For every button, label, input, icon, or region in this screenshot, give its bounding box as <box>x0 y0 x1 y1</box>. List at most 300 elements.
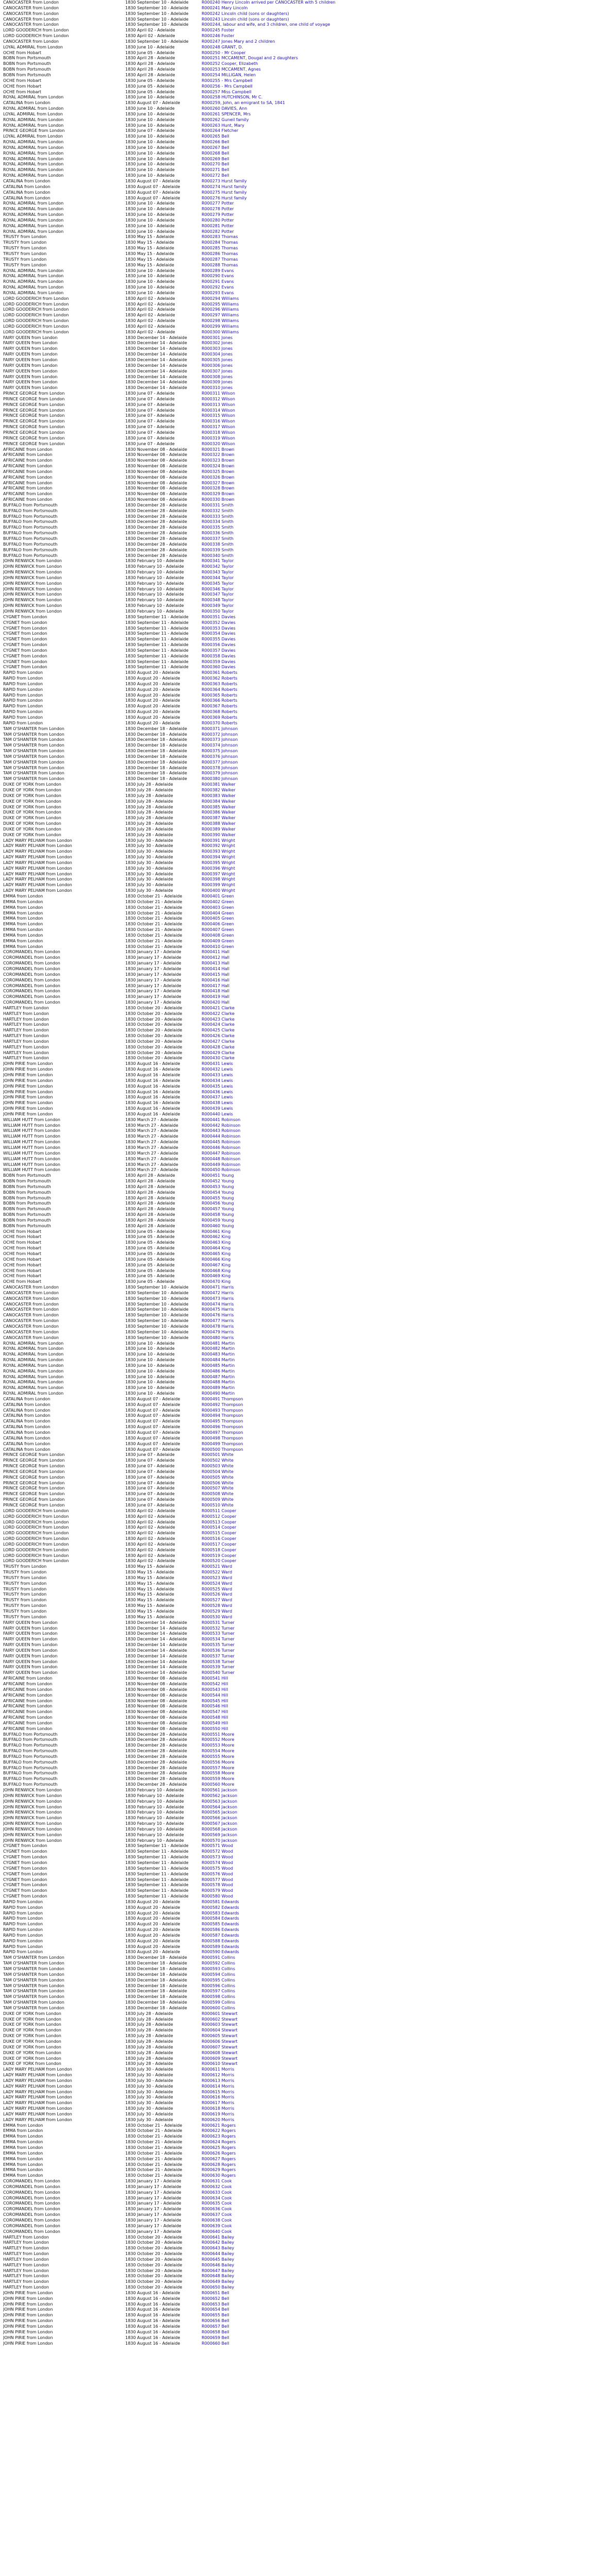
record-link[interactable]: R000625 Rogers <box>202 2145 236 2150</box>
record-link[interactable]: R000571 Wood <box>202 1843 233 1849</box>
record-link[interactable]: R000330 Brown <box>202 497 235 502</box>
record-link[interactable]: R000385 Walker <box>202 804 236 809</box>
record-link[interactable]: R000264 Fletcher <box>202 128 239 133</box>
record-link[interactable]: R000446 Robinson <box>202 1145 241 1150</box>
record-link[interactable]: R000273 Hurst family <box>202 179 247 183</box>
record-link[interactable]: R000324 Brown <box>202 464 235 469</box>
record-link[interactable]: R000569 Jackson <box>202 1832 238 1837</box>
record-link[interactable]: R000506 White <box>202 1480 234 1485</box>
record-link[interactable]: R000274 Hurst family <box>202 184 247 189</box>
record-link[interactable]: R000372 Johnson <box>202 732 238 737</box>
record-link[interactable]: R000540 Turner <box>202 1670 235 1675</box>
record-link[interactable]: R000500 Thompson <box>202 1447 243 1452</box>
record-link[interactable]: R000590 Edwards <box>202 1950 239 1955</box>
record-link[interactable]: R000252 Cooper, Elizabeth <box>202 61 258 66</box>
record-link[interactable]: R000604 Stewart <box>202 2028 238 2033</box>
record-link[interactable]: R000633 Cook <box>202 2190 232 2195</box>
record-link[interactable]: R000277 Potter <box>202 201 234 206</box>
record-link[interactable]: R000316 Wilson <box>202 419 235 424</box>
record-link[interactable]: R000602 Stewart <box>202 2016 238 2022</box>
record-link[interactable]: R000472 Harris <box>202 1290 234 1295</box>
record-link[interactable]: R000443 Robinson <box>202 1128 241 1133</box>
record-link[interactable]: R000426 Clarke <box>202 1033 235 1039</box>
record-link[interactable]: R000435 Lewis <box>202 1083 233 1089</box>
record-link[interactable]: R000507 White <box>202 1486 234 1491</box>
record-link[interactable]: R000459 Young <box>202 1217 234 1223</box>
record-link[interactable]: R000531 Turner <box>202 1620 235 1625</box>
record-link[interactable]: R000354 Davies <box>202 631 236 636</box>
record-link[interactable]: R000618 Morris <box>202 2106 235 2111</box>
record-link[interactable]: R000653 Bell <box>202 2301 229 2307</box>
record-link[interactable]: R000523 Ward <box>202 1575 233 1580</box>
record-link[interactable]: R000468 King <box>202 1268 231 1273</box>
record-link[interactable]: R000321 Brown <box>202 447 235 452</box>
record-link[interactable]: R000318 Wilson <box>202 430 235 435</box>
record-link[interactable]: R000334 Smith <box>202 519 234 524</box>
record-link[interactable]: R000430 Clarke <box>202 1056 235 1061</box>
record-link[interactable]: R000431 Lewis <box>202 1061 233 1066</box>
record-link[interactable]: R000302 Jones <box>202 341 233 346</box>
record-link[interactable]: R000265 Bell <box>202 134 229 139</box>
record-link[interactable]: R000331 Smith <box>202 502 234 507</box>
record-link[interactable]: R000345 Taylor <box>202 581 234 586</box>
record-link[interactable]: R000550 Hill <box>202 1726 228 1731</box>
record-link[interactable]: R000332 Smith <box>202 508 234 513</box>
record-link[interactable]: R000263 Hunt, Mary <box>202 123 244 128</box>
record-link[interactable]: R000528 Ward <box>202 1603 233 1608</box>
record-link[interactable]: R000369 Roberts <box>202 715 238 720</box>
record-link[interactable]: R000293 Evans <box>202 290 234 295</box>
record-link[interactable]: R000552 Moore <box>202 1737 235 1742</box>
record-link[interactable]: R000298 Williams <box>202 318 239 324</box>
record-link[interactable]: R000493 Thompson <box>202 1408 243 1413</box>
record-link[interactable]: R000339 Smith <box>202 547 234 552</box>
record-link[interactable]: R000314 Wilson <box>202 408 235 413</box>
record-link[interactable]: R000246 Foster <box>202 33 235 39</box>
record-link[interactable]: R000445 Robinson <box>202 1140 241 1145</box>
record-link[interactable]: R000333 Smith <box>202 514 234 519</box>
record-link[interactable]: R000636 Cook <box>202 2207 232 2212</box>
record-link[interactable]: R000343 Taylor <box>202 570 234 575</box>
record-link[interactable]: R000591 Collins <box>202 1955 236 1960</box>
record-link[interactable]: R000623 Rogers <box>202 2134 236 2139</box>
record-link[interactable]: R000630 Rogers <box>202 2173 236 2178</box>
record-link[interactable]: R000411 Hall <box>202 950 230 955</box>
record-link[interactable]: R000624 Rogers <box>202 2140 236 2145</box>
record-link[interactable]: R000466 King <box>202 1257 231 1262</box>
record-link[interactable]: R000628 Rogers <box>202 2162 236 2167</box>
record-link[interactable]: R000576 Wood <box>202 1871 233 1876</box>
record-link[interactable]: R000582 Edwards <box>202 1905 239 1910</box>
record-link[interactable]: R000421 Clarke <box>202 1005 235 1010</box>
record-link[interactable]: R000580 Wood <box>202 1894 233 1899</box>
record-link[interactable]: R000612 Morris <box>202 2073 235 2078</box>
record-link[interactable]: R000480 Harris <box>202 1335 234 1340</box>
record-link[interactable]: R000496 Thompson <box>202 1425 243 1430</box>
record-link[interactable]: R000647 Bailey <box>202 2268 235 2273</box>
record-link[interactable]: R000478 Harris <box>202 1324 234 1329</box>
record-link[interactable]: R000240 Henry Lincoln arrived per CANOCASTER with 5 children <box>202 0 336 5</box>
record-link[interactable]: R000349 Taylor <box>202 603 234 608</box>
record-link[interactable]: R000567 Jackson <box>202 1821 238 1826</box>
record-link[interactable]: R000362 Roberts <box>202 676 238 681</box>
record-link[interactable]: R000626 Rogers <box>202 2150 236 2156</box>
record-link[interactable]: R000549 Hill <box>202 1720 228 1725</box>
record-link[interactable]: R000556 Moore <box>202 1759 235 1765</box>
record-link[interactable]: R000250 - Mr Cooper <box>202 50 246 55</box>
record-link[interactable]: R000600 Collins <box>202 2005 236 2010</box>
record-link[interactable]: R000383 Walker <box>202 793 236 798</box>
record-link[interactable]: R000338 Smith <box>202 541 234 547</box>
record-link[interactable]: R000578 Wood <box>202 1883 233 1888</box>
record-link[interactable]: R000289 Evans <box>202 268 234 273</box>
record-link[interactable]: R000457 Young <box>202 1207 234 1212</box>
record-link[interactable]: R000271 Bell <box>202 167 229 173</box>
record-link[interactable]: R000407 Green <box>202 927 234 933</box>
record-link[interactable]: R000292 Evans <box>202 285 234 290</box>
record-link[interactable]: R000510 White <box>202 1502 234 1507</box>
record-link[interactable]: R000475 Harris <box>202 1307 234 1312</box>
record-link[interactable]: R000611 Morris <box>202 2067 235 2072</box>
record-link[interactable]: R000458 Young <box>202 1212 234 1217</box>
record-link[interactable]: R000494 Thompson <box>202 1413 243 1418</box>
record-link[interactable]: R000615 Morris <box>202 2089 235 2094</box>
record-link[interactable]: R000276 Hurst family <box>202 195 247 200</box>
record-link[interactable]: R000606 Stewart <box>202 2039 238 2044</box>
record-link[interactable]: R000409 Green <box>202 938 234 943</box>
record-link[interactable]: R000503 White <box>202 1464 234 1469</box>
record-link[interactable]: R000627 Rogers <box>202 2156 236 2161</box>
record-link[interactable]: R000403 Green <box>202 905 234 910</box>
record-link[interactable]: R000499 Thompson <box>202 1441 243 1446</box>
record-link[interactable]: R000463 King <box>202 1240 231 1245</box>
record-link[interactable]: R000401 Green <box>202 894 234 899</box>
record-link[interactable]: R000280 Potter <box>202 217 234 223</box>
record-link[interactable]: R000464 King <box>202 1246 231 1251</box>
record-link[interactable]: R000577 Wood <box>202 1877 233 1882</box>
record-link[interactable]: R000259, John, an emigrant to SA, 1841 <box>202 100 285 106</box>
record-link[interactable]: R000357 Davies <box>202 648 236 653</box>
record-link[interactable]: R000391 Wright <box>202 838 235 843</box>
record-link[interactable]: R000358 Davies <box>202 653 236 658</box>
record-link[interactable]: R000348 Taylor <box>202 598 234 603</box>
record-link[interactable]: R000248 GRANT, D. <box>202 44 243 49</box>
record-link[interactable]: R000520 Cooper <box>202 1558 237 1564</box>
record-link[interactable]: R000594 Collins <box>202 1972 236 1977</box>
record-link[interactable]: R000515 Cooper <box>202 1531 237 1536</box>
record-link[interactable]: R000613 Morris <box>202 2078 235 2083</box>
record-link[interactable]: R000253 MCCAMENT, Agnes <box>202 67 261 72</box>
record-link[interactable]: R000413 Hall <box>202 961 230 966</box>
record-link[interactable]: R000283 Thomas <box>202 234 238 240</box>
record-link[interactable]: R000529 Ward <box>202 1609 233 1614</box>
record-link[interactable]: R000366 Roberts <box>202 698 238 703</box>
record-link[interactable]: R000424 Clarke <box>202 1022 235 1027</box>
record-link[interactable]: R000609 Stewart <box>202 2056 238 2061</box>
record-link[interactable]: R000410 Green <box>202 944 234 949</box>
record-link[interactable]: R000408 Green <box>202 933 234 938</box>
record-link[interactable]: R000278 Potter <box>202 207 234 212</box>
record-link[interactable]: R000444 Robinson <box>202 1134 241 1139</box>
record-link[interactable]: R000279 Potter <box>202 212 234 217</box>
record-link[interactable]: R000546 Hill <box>202 1704 228 1709</box>
record-link[interactable]: R000371 Johnson <box>202 726 238 731</box>
record-link[interactable]: R000651 Bell <box>202 2290 229 2295</box>
record-link[interactable]: R000370 Roberts <box>202 720 238 725</box>
record-link[interactable]: R000505 White <box>202 1475 234 1480</box>
record-link[interactable]: R000395 Wright <box>202 860 235 865</box>
record-link[interactable]: R000287 Thomas <box>202 257 238 262</box>
record-link[interactable]: R000297 Williams <box>202 313 239 318</box>
record-link[interactable]: R000557 Moore <box>202 1765 235 1770</box>
record-link[interactable]: R000422 Clarke <box>202 1011 235 1016</box>
record-link[interactable]: R000608 Stewart <box>202 2050 238 2055</box>
record-link[interactable]: R000275 Hurst family <box>202 190 247 195</box>
record-link[interactable]: R000537 Turner <box>202 1653 235 1658</box>
record-link[interactable]: R000361 Roberts <box>202 670 238 675</box>
record-link[interactable]: R000376 Johnson <box>202 754 238 759</box>
record-link[interactable]: R000388 Walker <box>202 821 236 826</box>
record-link[interactable]: R000508 White <box>202 1492 234 1497</box>
record-link[interactable]: R000462 King <box>202 1234 231 1240</box>
record-link[interactable]: R000561 Jackson <box>202 1788 238 1792</box>
record-link[interactable]: R000260 DAVIES, Ann <box>202 106 247 111</box>
record-link[interactable]: R000257 Miss Campbell <box>202 89 252 94</box>
record-link[interactable]: R000269 Bell <box>202 156 229 161</box>
record-link[interactable]: R000241 Mary Lincoln <box>202 5 248 10</box>
record-link[interactable]: R000437 Lewis <box>202 1095 233 1100</box>
record-link[interactable]: R000420 Hall <box>202 1000 230 1005</box>
record-link[interactable]: R000441 Robinson <box>202 1117 241 1122</box>
record-link[interactable]: R000288 Thomas <box>202 262 238 267</box>
record-link[interactable]: R000482 Martin <box>202 1346 235 1351</box>
record-link[interactable]: R000513 Cooper <box>202 1519 237 1524</box>
record-link[interactable]: R000603 Stewart <box>202 2022 238 2027</box>
record-link[interactable]: R000305 Jones <box>202 358 233 362</box>
record-link[interactable]: R000660 Bell <box>202 2341 229 2346</box>
record-link[interactable]: R000270 Bell <box>202 162 229 167</box>
record-link[interactable]: R000423 Clarke <box>202 1016 235 1022</box>
record-link[interactable]: R000451 Young <box>202 1173 234 1178</box>
record-link[interactable]: R000335 Smith <box>202 525 234 530</box>
record-link[interactable]: R000319 Wilson <box>202 435 235 440</box>
record-link[interactable]: R000439 Lewis <box>202 1106 233 1111</box>
record-link[interactable]: R000525 Ward <box>202 1586 233 1591</box>
record-link[interactable]: R000341 Taylor <box>202 558 234 564</box>
record-link[interactable]: R000434 Lewis <box>202 1078 233 1083</box>
record-link[interactable]: R000340 Smith <box>202 553 234 558</box>
record-link[interactable]: R000654 Bell <box>202 2307 229 2312</box>
record-link[interactable]: R000524 Ward <box>202 1581 233 1586</box>
record-link[interactable]: R000586 Edwards <box>202 1927 239 1933</box>
record-link[interactable]: R000637 Cook <box>202 2212 232 2217</box>
record-link[interactable]: R000579 Wood <box>202 1888 233 1893</box>
record-link[interactable]: R000551 Moore <box>202 1732 235 1737</box>
record-link[interactable]: R000454 Young <box>202 1190 234 1195</box>
record-link[interactable]: R000497 Thompson <box>202 1430 243 1435</box>
record-link[interactable]: R000359 Davies <box>202 659 236 664</box>
record-link[interactable]: R000596 Collins <box>202 1983 236 1988</box>
record-link[interactable]: R000652 Bell <box>202 2296 229 2301</box>
record-link[interactable]: R000631 Cook <box>202 2179 232 2184</box>
record-link[interactable]: R000629 Rogers <box>202 2167 236 2173</box>
record-link[interactable]: R000509 White <box>202 1497 234 1502</box>
record-link[interactable]: R000243 Lincoln child (sons or daughters) <box>202 16 289 22</box>
record-link[interactable]: R000622 Rogers <box>202 2128 236 2133</box>
record-link[interactable]: R000530 Ward <box>202 1614 233 1619</box>
record-link[interactable]: R000315 Wilson <box>202 413 235 418</box>
record-link[interactable]: R000522 Ward <box>202 1570 233 1575</box>
record-link[interactable]: R000313 Wilson <box>202 402 235 407</box>
record-link[interactable]: R000299 Williams <box>202 324 239 329</box>
record-link[interactable]: R000473 Harris <box>202 1296 234 1301</box>
record-link[interactable]: R000638 Cook <box>202 2217 232 2223</box>
record-link[interactable]: R000568 Jackson <box>202 1826 238 1832</box>
record-link[interactable]: R000545 Hill <box>202 1698 228 1703</box>
record-link[interactable]: R000417 Hall <box>202 983 230 988</box>
record-link[interactable]: R000452 Young <box>202 1179 234 1184</box>
record-link[interactable]: R000461 King <box>202 1229 231 1234</box>
record-link[interactable]: R000419 Hall <box>202 994 230 999</box>
record-link[interactable]: R000268 Bell <box>202 150 229 156</box>
record-link[interactable]: R000326 Brown <box>202 474 235 480</box>
record-link[interactable]: R000490 Martin <box>202 1391 235 1396</box>
record-link[interactable]: R000564 Jackson <box>202 1804 238 1809</box>
record-link[interactable]: R000467 King <box>202 1262 231 1267</box>
record-link[interactable]: R000317 Wilson <box>202 425 235 430</box>
record-link[interactable]: R000544 Hill <box>202 1692 228 1698</box>
record-link[interactable]: R000337 Smith <box>202 536 234 541</box>
record-link[interactable]: R000244, labour and wife, and 3 children, one child of voyage <box>202 22 330 27</box>
record-link[interactable]: R000360 Davies <box>202 665 236 670</box>
record-link[interactable]: R000659 Bell <box>202 2335 229 2340</box>
record-link[interactable]: R000542 Hill <box>202 1681 228 1686</box>
record-link[interactable]: R000394 Wright <box>202 855 235 860</box>
record-link[interactable]: R000646 Bailey <box>202 2262 235 2267</box>
record-link[interactable]: R000440 Lewis <box>202 1111 233 1116</box>
record-link[interactable]: R000432 Lewis <box>202 1067 233 1072</box>
record-link[interactable]: R000656 Bell <box>202 2318 229 2324</box>
record-link[interactable]: R000365 Roberts <box>202 692 238 698</box>
record-link[interactable]: R000449 Robinson <box>202 1162 241 1167</box>
record-link[interactable]: R000548 Hill <box>202 1715 228 1720</box>
record-link[interactable]: R000384 Walker <box>202 799 236 804</box>
record-link[interactable]: R000438 Lewis <box>202 1100 233 1106</box>
record-link[interactable]: R000291 Evans <box>202 279 234 284</box>
record-link[interactable]: R000511 Cooper <box>202 1508 237 1513</box>
record-link[interactable]: R000374 Johnson <box>202 743 238 748</box>
record-link[interactable]: R000644 Bailey <box>202 2251 235 2257</box>
record-link[interactable]: R000312 Wilson <box>202 396 235 401</box>
record-link[interactable]: R000573 Wood <box>202 1855 233 1860</box>
record-link[interactable]: R000512 Cooper <box>202 1514 237 1519</box>
record-link[interactable]: R000325 Brown <box>202 469 235 474</box>
record-link[interactable]: R000617 Morris <box>202 2100 235 2106</box>
record-link[interactable]: R000456 Young <box>202 1201 234 1206</box>
record-link[interactable]: R000322 Brown <box>202 452 235 457</box>
record-link[interactable]: R000392 Wright <box>202 843 235 849</box>
record-link[interactable]: R000572 Wood <box>202 1849 233 1854</box>
record-link[interactable]: R000583 Edwards <box>202 1910 239 1916</box>
record-link[interactable]: R000565 Jackson <box>202 1810 238 1815</box>
record-link[interactable]: R000595 Collins <box>202 1977 236 1982</box>
record-link[interactable]: R000352 Davies <box>202 620 236 625</box>
record-link[interactable]: R000501 White <box>202 1452 234 1458</box>
record-link[interactable]: R000469 King <box>202 1274 231 1279</box>
record-link[interactable]: R000621 Rogers <box>202 2123 236 2128</box>
record-link[interactable]: R000301 Jones <box>202 335 233 340</box>
record-link[interactable]: R000397 Wright <box>202 871 235 876</box>
record-link[interactable]: R000649 Bailey <box>202 2279 235 2284</box>
record-link[interactable]: R000327 Brown <box>202 480 235 485</box>
record-link[interactable]: R000351 Davies <box>202 614 236 619</box>
record-link[interactable]: R000400 Wright <box>202 888 235 893</box>
record-link[interactable]: R000412 Hall <box>202 955 230 960</box>
record-link[interactable]: R000642 Bailey <box>202 2240 235 2245</box>
record-link[interactable]: R000304 Jones <box>202 352 233 357</box>
record-link[interactable]: R000477 Harris <box>202 1318 234 1324</box>
record-link[interactable]: R000486 Martin <box>202 1368 235 1374</box>
record-link[interactable]: R000610 Stewart <box>202 2061 238 2066</box>
record-link[interactable]: R000526 Ward <box>202 1592 233 1597</box>
record-link[interactable]: R000386 Walker <box>202 810 236 815</box>
record-link[interactable]: R000290 Evans <box>202 274 234 279</box>
record-link[interactable]: R000405 Green <box>202 916 234 921</box>
record-link[interactable]: R000521 Ward <box>202 1564 233 1569</box>
record-link[interactable]: R000245 Foster <box>202 28 235 33</box>
record-link[interactable]: R000447 Robinson <box>202 1150 241 1156</box>
record-link[interactable]: R000641 Bailey <box>202 2234 235 2240</box>
record-link[interactable]: R000347 Taylor <box>202 592 234 597</box>
record-link[interactable]: R000406 Green <box>202 922 234 927</box>
record-link[interactable]: R000429 Clarke <box>202 1050 235 1055</box>
record-link[interactable]: R000588 Edwards <box>202 1938 239 1943</box>
record-link[interactable]: R000536 Turner <box>202 1648 235 1653</box>
record-link[interactable]: R000533 Turner <box>202 1631 235 1636</box>
record-link[interactable]: R000519 Cooper <box>202 1553 237 1558</box>
record-link[interactable]: R000517 Cooper <box>202 1541 237 1547</box>
record-link[interactable]: R000428 Clarke <box>202 1044 235 1049</box>
record-link[interactable]: R000307 Jones <box>202 368 233 374</box>
record-link[interactable]: R000563 Jackson <box>202 1799 238 1804</box>
record-link[interactable]: R000380 Johnson <box>202 776 238 782</box>
record-link[interactable]: R000256 - Mrs Campbell <box>202 83 253 89</box>
record-link[interactable]: R000518 Cooper <box>202 1547 237 1552</box>
record-link[interactable]: R000258 HUTCHINSON, Mr C. <box>202 95 263 100</box>
record-link[interactable]: R000247 Jones Mary and 2 children <box>202 39 275 44</box>
record-link[interactable]: R000367 Roberts <box>202 704 238 709</box>
record-link[interactable]: R000254 MILLIGAN, Helen <box>202 72 256 77</box>
record-link[interactable]: R000346 Taylor <box>202 586 234 591</box>
record-link[interactable]: R000616 Morris <box>202 2095 235 2100</box>
record-link[interactable]: R000404 Green <box>202 910 234 916</box>
record-link[interactable]: R000427 Clarke <box>202 1039 235 1044</box>
record-link[interactable]: R000389 Walker <box>202 826 236 832</box>
record-link[interactable]: R000402 Green <box>202 899 234 904</box>
record-link[interactable]: R000584 Edwards <box>202 1916 239 1921</box>
record-link[interactable]: R000390 Walker <box>202 832 236 837</box>
record-link[interactable]: R000605 Stewart <box>202 2033 238 2039</box>
record-link[interactable]: R000251 MCCAMENT, Dougal and 2 daughters <box>202 56 298 61</box>
record-link[interactable]: R000308 Jones <box>202 374 233 379</box>
record-link[interactable]: R000599 Collins <box>202 2000 236 2005</box>
record-link[interactable]: R000353 Davies <box>202 625 236 631</box>
record-link[interactable]: R000433 Lewis <box>202 1073 233 1077</box>
record-link[interactable]: R000514 Cooper <box>202 1525 237 1530</box>
record-link[interactable]: R000381 Walker <box>202 782 236 787</box>
record-link[interactable]: R000471 Harris <box>202 1285 234 1290</box>
record-link[interactable]: R000309 Jones <box>202 380 233 385</box>
